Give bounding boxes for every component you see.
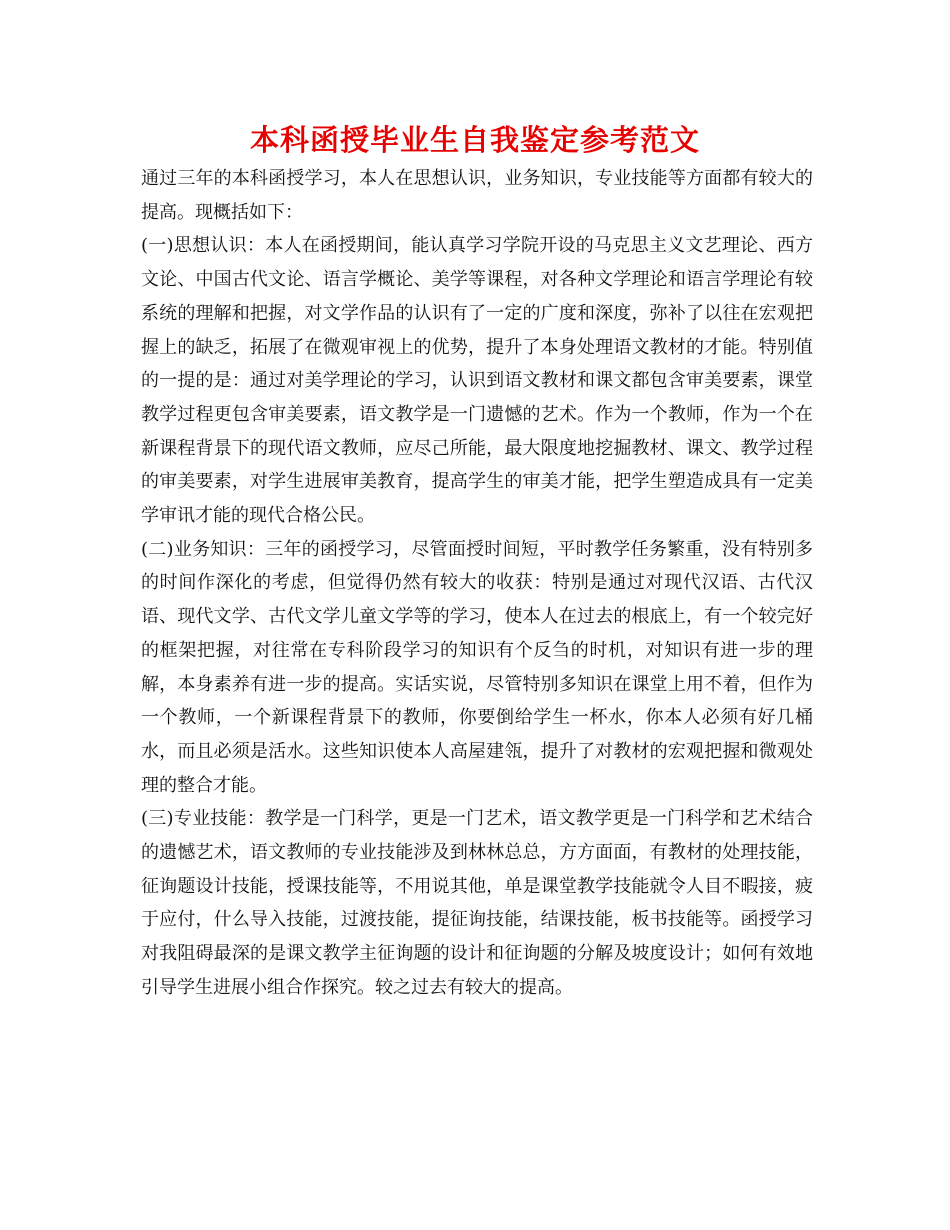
paragraph-ideology: (一)思想认识：本人在函授期间，能认真学习学院开设的马克思主义文艺理论、西方文论、中国古代文论、语言学概论、美学等课程，对各种文学理论和语言学理论有较系统的理解和把握，对文学作品的认识有了一定的广度和深度，弥补了以往在宏观把握上的缺乏，拓展了在微观审视上的优势，提升了本身处理语文教材的才能。特别值的一提的是：通过对美学理论的学习，认识到语文教材和课文都包含审美要素，课堂教学过程更包含审美要素，语文教学是一门遗憾的艺术。作为一个教师，作为一个在新课程背景下的现代语文教师，应尽己所能，最大限度地挖掘教材、课文、教学过程的审美要素，对学生进展审美教育，提高学生的审美才能，把学生塑造成具有一定美学审讯才能的现代合格公民。 (141, 235, 813, 527)
paragraph-business-knowledge: (二)业务知识：三年的函授学习，尽管面授时间短，平时教学任务繁重，没有特别多的时间作深化的考虑，但觉得仍然有较大的收获：特别是通过对现代汉语、古代汉语、现代文学、古代文学儿童文学等的学习，使本人在过去的根底上，有一个较完好的框架把握，对往常在专科阶段学习的知识有个反刍的时机，对知识有进一步的理解，本身素养有进一步的提高。实话实说，尽管特别多知识在课堂上用不着，但作为一个教师，一个新课程背景下的教师，你要倒给学生一杯水，你本人必须有好几桶水，而且必须是活水。这些知识使本人高屋建瓴，提升了对教材的宏观把握和微观处理的整合才能。 (141, 538, 813, 796)
paragraph-intro: 通过三年的本科函授学习，本人在思想认识，业务知识，专业技能等方面都有较大的提高。现概括如下： (141, 168, 813, 223)
document-title: 本科函授毕业生自我鉴定参考范文 (249, 123, 700, 157)
paragraph-professional-skills: (三)专业技能：教学是一门科学，更是一门艺术，语文教学更是一门科学和艺术结合的遗憾艺术，语文教师的专业技能涉及到林林总总，方方面面，有教材的处理技能，征询题设计技能，授课技能等，不用说其他，单是课堂教学技能就令人目不暇接，疲于应付，什么导入技能，过渡技能，提征询技能，结课技能，板书技能等。函授学习对我阻碍最深的是课文教学主征询题的设计和征询题的分解及坡度设计；如何有效地引导学生进展小组合作探究。较之过去有较大的提高。 (141, 808, 813, 998)
document-body (141, 162, 813, 1005)
